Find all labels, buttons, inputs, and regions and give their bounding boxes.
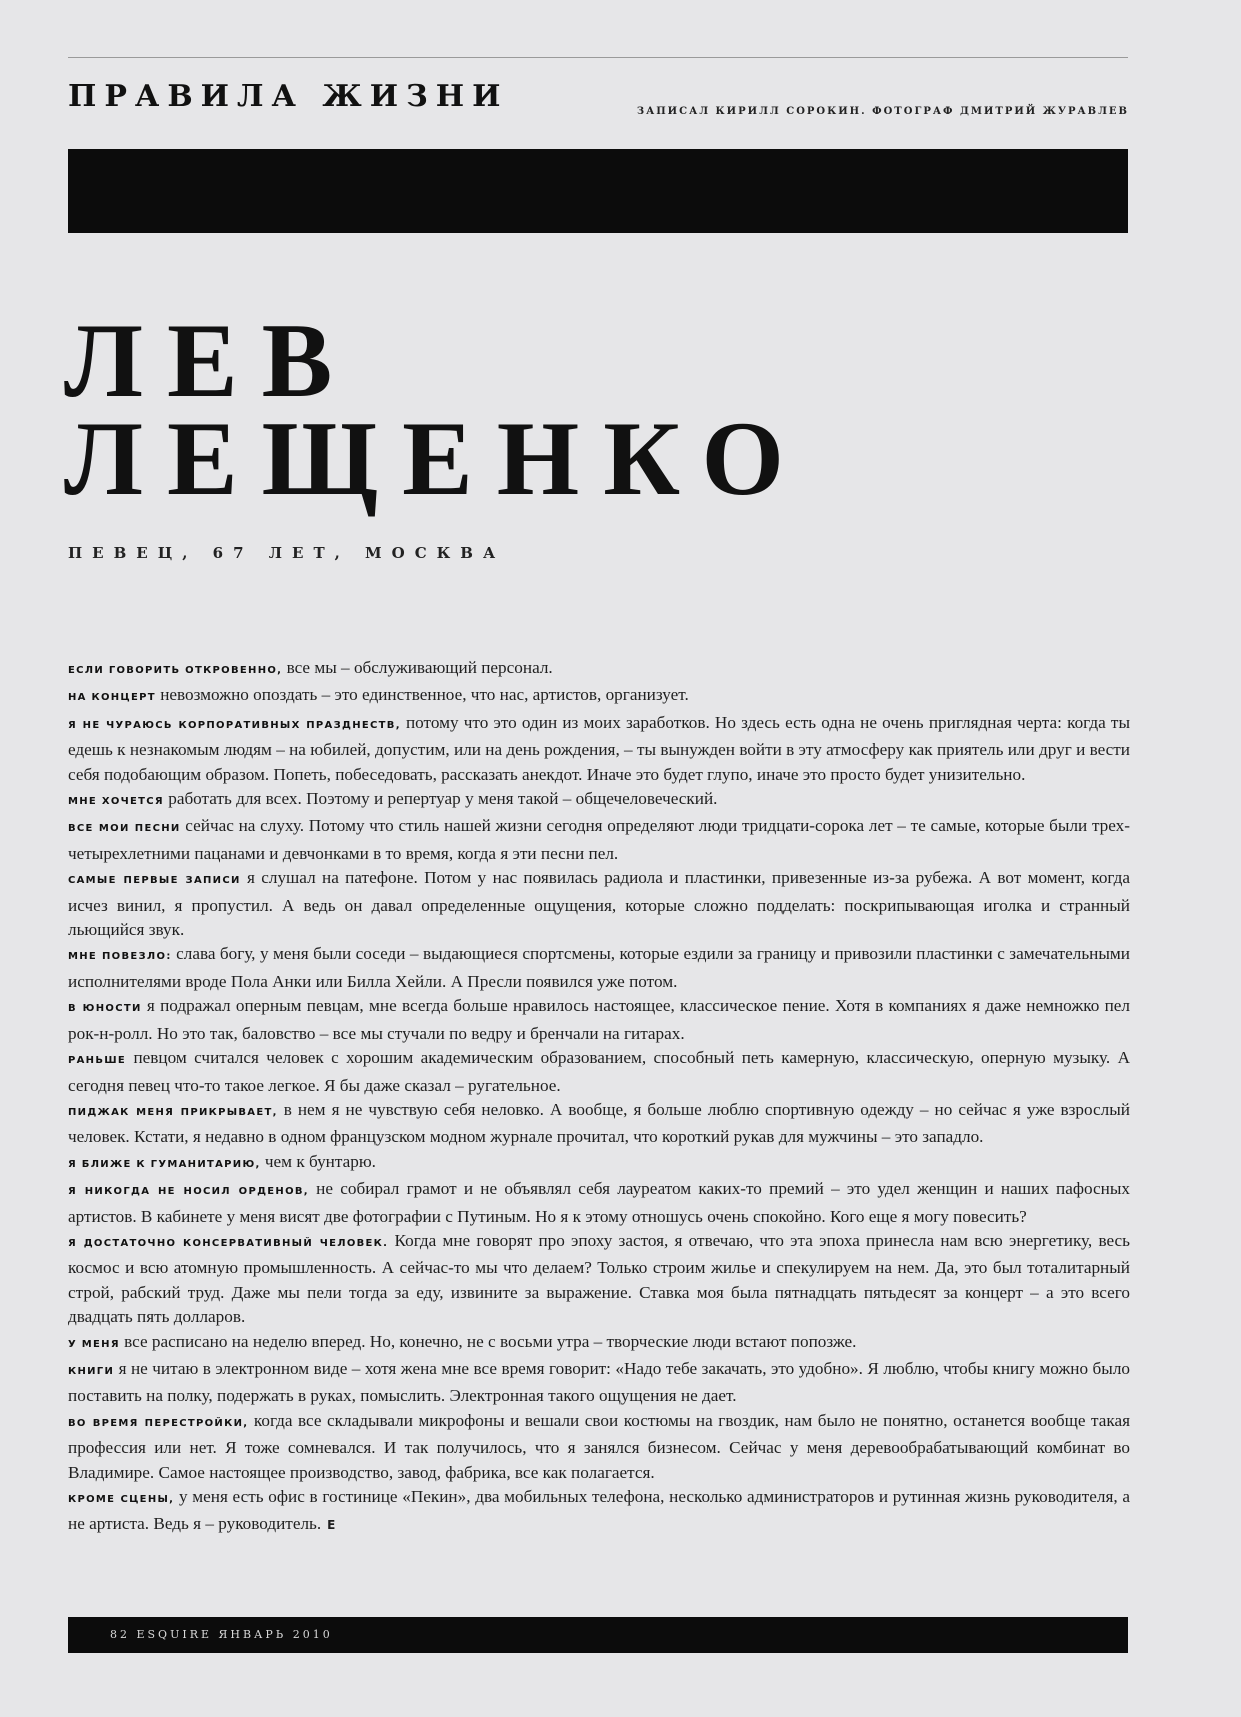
article-paragraph <box>68 683 1130 710</box>
paragraph-text: невозможно опоздать – это единственное, что нас, артистов, организует. <box>155 685 689 705</box>
article-paragraph <box>68 711 1130 787</box>
footer-folio: 82 ESQUIRE ЯНВАРЬ 2010 <box>110 1628 333 1641</box>
article-paragraph <box>68 1409 1130 1485</box>
paragraph-text: я слушал на патефоне. Потом у нас появилась радиола и пластинки, привезенные из-за рубежа. А вот момент, когда исчез винил, я пропустил. А ведь он давал определенные ощущения, которые сложно подделать: поскрипывающая иголка и странный льющийся звук. <box>68 868 1130 940</box>
paragraph-text: Когда мне говорят про эпоху застоя, я отвечаю, что эта эпоха принесла нам всю энергетику, весь космос и всю атомную промышленность. А сейчас-то мы что делаем? Только строим жилье и спекулируем на нем. Да, это был тоталитарный строй, рабский труд. Даже мы пели тогда за еду, извините за выражение. Ставка моя была пятнадцать пятьдесят за концерт – а это всего двадцать пять долларов. <box>68 1230 1130 1327</box>
paragraph-lead-in: Я ДОСТАТОЧНО КОНСЕРВАТИВНЫЙ ЧЕЛОВЕК. <box>68 1237 389 1249</box>
paragraph-text: у меня есть офис в гостинице «Пекин», два мобильных телефона, несколько администраторов и рутинная жизнь руководителя, а не артиста. Ведь я – руководитель. <box>68 1487 1130 1534</box>
paragraph-text: в нем я не чувствую себя неловко. А вообще, я больше люблю спортивную одежду – но сейчас я уже взрослый человек. Кстати, я недавно в одном французском модном журнале прочитал, что короткий рукав для мужчины – это западло. <box>68 1099 1130 1147</box>
article-body <box>68 656 1130 1538</box>
article-paragraph <box>68 1485 1130 1538</box>
paragraph-lead-in: У МЕНЯ <box>68 1338 120 1350</box>
article-paragraph <box>68 1229 1130 1330</box>
paragraph-lead-in: КНИГИ <box>68 1365 115 1377</box>
paragraph-lead-in: САМЫЕ ПЕРВЫЕ ЗАПИСИ <box>68 875 241 887</box>
paragraph-lead-in: ПИДЖАК МЕНЯ ПРИКРЫВАЕТ, <box>68 1106 278 1118</box>
headline-first-name: ЛЕВ <box>64 302 357 419</box>
article-paragraph <box>68 1098 1130 1150</box>
article-paragraph <box>68 1046 1130 1098</box>
headline-last-name: ЛЕЩЕНКО <box>64 400 808 517</box>
footer-bar <box>68 1617 1128 1653</box>
paragraph-text: все мы – обслуживающий персонал. <box>282 658 553 677</box>
paragraph-text: когда все складывали микрофоны и вешали свои костюмы на гвоздик, нам было не понятно, останется вообще такая профессия или нет. Я тоже сомневался. И так получилось, что я занялся бизнесом. Сейчас у меня деревообрабатывающий комбинат во Владимире. Самое настоящее производство, завод, фабрика, все как полагается. <box>68 1410 1130 1482</box>
paragraph-text: я не читаю в электронном виде – хотя жена мне все время говорит: «Надо тебе закачать, это удобно». Я люблю, чтобы книгу можно было поставить на полку, подержать в руках, помыслить. Электронная такого ощущения не дает. <box>68 1358 1130 1406</box>
paragraph-lead-in: НА КОНЦЕРТ <box>68 692 156 704</box>
article-paragraph <box>68 656 1130 683</box>
paragraph-lead-in: Я НИКОГДА НЕ НОСИЛ ОРДЕНОВ, <box>68 1186 309 1198</box>
article-paragraph <box>68 814 1130 866</box>
article-paragraph <box>68 942 1130 994</box>
article-paragraph <box>68 994 1130 1046</box>
paragraph-lead-in: ВО ВРЕМЯ ПЕРЕСТРОЙКИ, <box>68 1417 249 1429</box>
section-title: ПРАВИЛА ЖИЗНИ <box>68 79 509 114</box>
paragraph-lead-in: МНЕ ПОВЕЗЛО: <box>68 951 172 963</box>
paragraph-text: все расписано на неделю вперед. Но, конечно, не с восьми утра – творческие люди встают попозже. <box>119 1331 857 1351</box>
article-paragraph <box>68 866 1130 942</box>
paragraph-text: певцом считался человек с хорошим академическим образованием, способный петь камерную, классическую, оперную музыку. А сегодня певец что-то такое легкое. Я бы даже сказал – ругательное. <box>68 1048 1130 1095</box>
paragraph-text: потому что это один из моих заработков. Но здесь есть одна не очень приглядная черта: когда ты едешь к незнакомым людям – на юбилей, допустим, или на день рождения, – ты вынужден войти в эту атмосферу как приятель или друг и вести себя подобающим образом. Попеть, побеседовать, рассказать анекдот. Иначе это будет глупо, иначе это просто будет унизительно. <box>68 712 1130 784</box>
paragraph-lead-in: Я БЛИЖЕ К ГУМАНИТАРИЮ, <box>68 1158 261 1170</box>
paragraph-lead-in: ЕСЛИ ГОВОРИТЬ ОТКРОВЕННО, <box>68 665 283 676</box>
paragraph-lead-in: КРОМЕ СЦЕНЫ, <box>68 1494 175 1505</box>
headline-subtitle: ПЕВЕЦ, 67 ЛЕТ, МОСКВА <box>68 544 506 562</box>
paragraph-lead-in: Я НЕ ЧУРАЮСЬ КОРПОРАТИВНЫХ ПРАЗДНЕСТВ, <box>68 719 401 731</box>
paragraph-text: слава богу, у меня были соседи – выдающиеся спортсмены, которые ездили за границу и привозили пластинки с замечательными исполнителями вроде Пола Анки или Билла Хейли. А Пресли появился уже потом. <box>68 944 1131 991</box>
paragraph-text: сейчас на слуху. Потому что стиль нашей жизни сегодня определяют люди тридцати-сорока лет – те самые, которые были трех-четырехлетними пацанами и девчонками в то время, когда я эти песни пел. <box>68 816 1130 863</box>
article-paragraph <box>68 1150 1130 1177</box>
article-paragraph <box>68 1177 1130 1229</box>
paragraph-lead-in: РАНЬШЕ <box>68 1055 127 1067</box>
end-mark-icon: E <box>327 1518 336 1533</box>
paragraph-lead-in: МНЕ ХОЧЕТСЯ <box>68 796 164 808</box>
headline <box>64 302 808 517</box>
paragraph-text: я подражал оперным певцам, мне всегда больше нравилось настоящее, классическое пение. Хотя в компаниях я даже немножко пел рок-н-ролл. Но это так, баловство – все мы стучали по ведру и бренчали на гитарах. <box>68 996 1130 1043</box>
article-paragraph <box>68 1357 1130 1409</box>
paragraph-lead-in: ВСЕ МОИ ПЕСНИ <box>68 823 181 835</box>
paragraph-lead-in: В ЮНОСТИ <box>68 1003 142 1015</box>
paragraph-text: работать для всех. Поэтому и репертуар у меня такой – общечеловеческий. <box>163 789 718 809</box>
paragraph-text: чем к бунтарю. <box>260 1151 376 1171</box>
paragraph-text: не собирал грамот и не объявлял себя лауреатом каких-то премий – это удел женщин и наших пафосных артистов. В кабинете у меня висят две фотографии с Путиным. Но я к этому отношусь очень спокойно. Кого еще я могу повесить? <box>68 1179 1130 1226</box>
article-paragraph <box>68 1330 1130 1357</box>
article-paragraph <box>68 787 1130 814</box>
header-black-bar <box>68 149 1128 233</box>
top-rule <box>68 57 1128 58</box>
credits: ЗАПИСАЛ КИРИЛЛ СОРОКИН. ФОТОГРАФ ДМИТРИЙ ЖУРАВЛЕВ <box>636 106 1129 117</box>
